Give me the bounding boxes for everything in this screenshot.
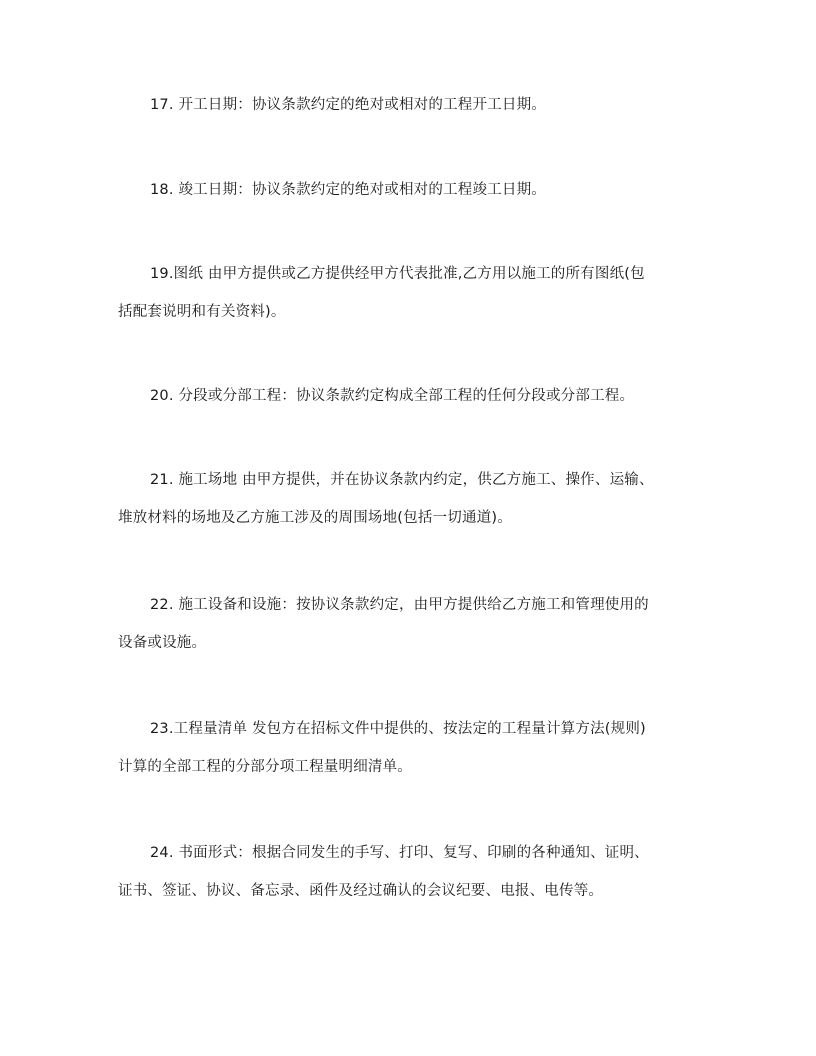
paragraph-line: 17. 开工日期：协议条款约定的绝对或相对的工程开工日期。	[150, 97, 546, 113]
clause-23-paragraph	[118, 719, 702, 777]
paragraph-line: 括配套说明和有关资料)。	[118, 304, 286, 320]
paragraph-line: 堆放材料的场地及乙方施工涉及的周围场地(包括一切通道)。	[118, 510, 512, 526]
paragraph-line: 证书、签证、协议、备忘录、函件及经过确认的会议纪要、电报、电传等。	[118, 883, 604, 899]
paragraph-line: 20. 分段或分部工程：协议条款约定构成全部工程的任何分段或分部工程。	[150, 388, 635, 404]
paragraph-line: 计算的全部工程的分部分项工程量明细清单。	[118, 759, 412, 775]
clause-19-paragraph	[118, 264, 702, 322]
paragraph-line: 18. 竣工日期：协议条款约定的绝对或相对的工程竣工日期。	[150, 182, 546, 198]
paragraph-line: 21. 施工场地 由甲方提供，并在协议条款内约定，供乙方施工、操作、运输、	[150, 472, 654, 488]
clause-18-paragraph	[118, 180, 702, 200]
paragraph-line: 23.工程量清单 发包方在招标文件中提供的、按法定的工程量计算方法(规则)	[150, 721, 646, 737]
paragraph-line: 设备或设施。	[118, 635, 207, 651]
paragraph-line: 22. 施工设备和设施：按协议条款约定，由甲方提供给乙方施工和管理使用的	[150, 597, 649, 613]
clause-17-paragraph	[118, 95, 702, 115]
clause-24-paragraph	[118, 843, 702, 901]
clause-20-paragraph	[118, 386, 702, 406]
paragraph-line: 19.图纸 由甲方提供或乙方提供经甲方代表批准,乙方用以施工的所有图纸(包	[150, 266, 645, 282]
clause-22-paragraph	[118, 595, 702, 653]
clause-21-paragraph	[118, 470, 702, 528]
paragraph-line: 24. 书面形式：根据合同发生的手写、打印、复写、印刷的各种通知、证明、	[150, 845, 649, 861]
